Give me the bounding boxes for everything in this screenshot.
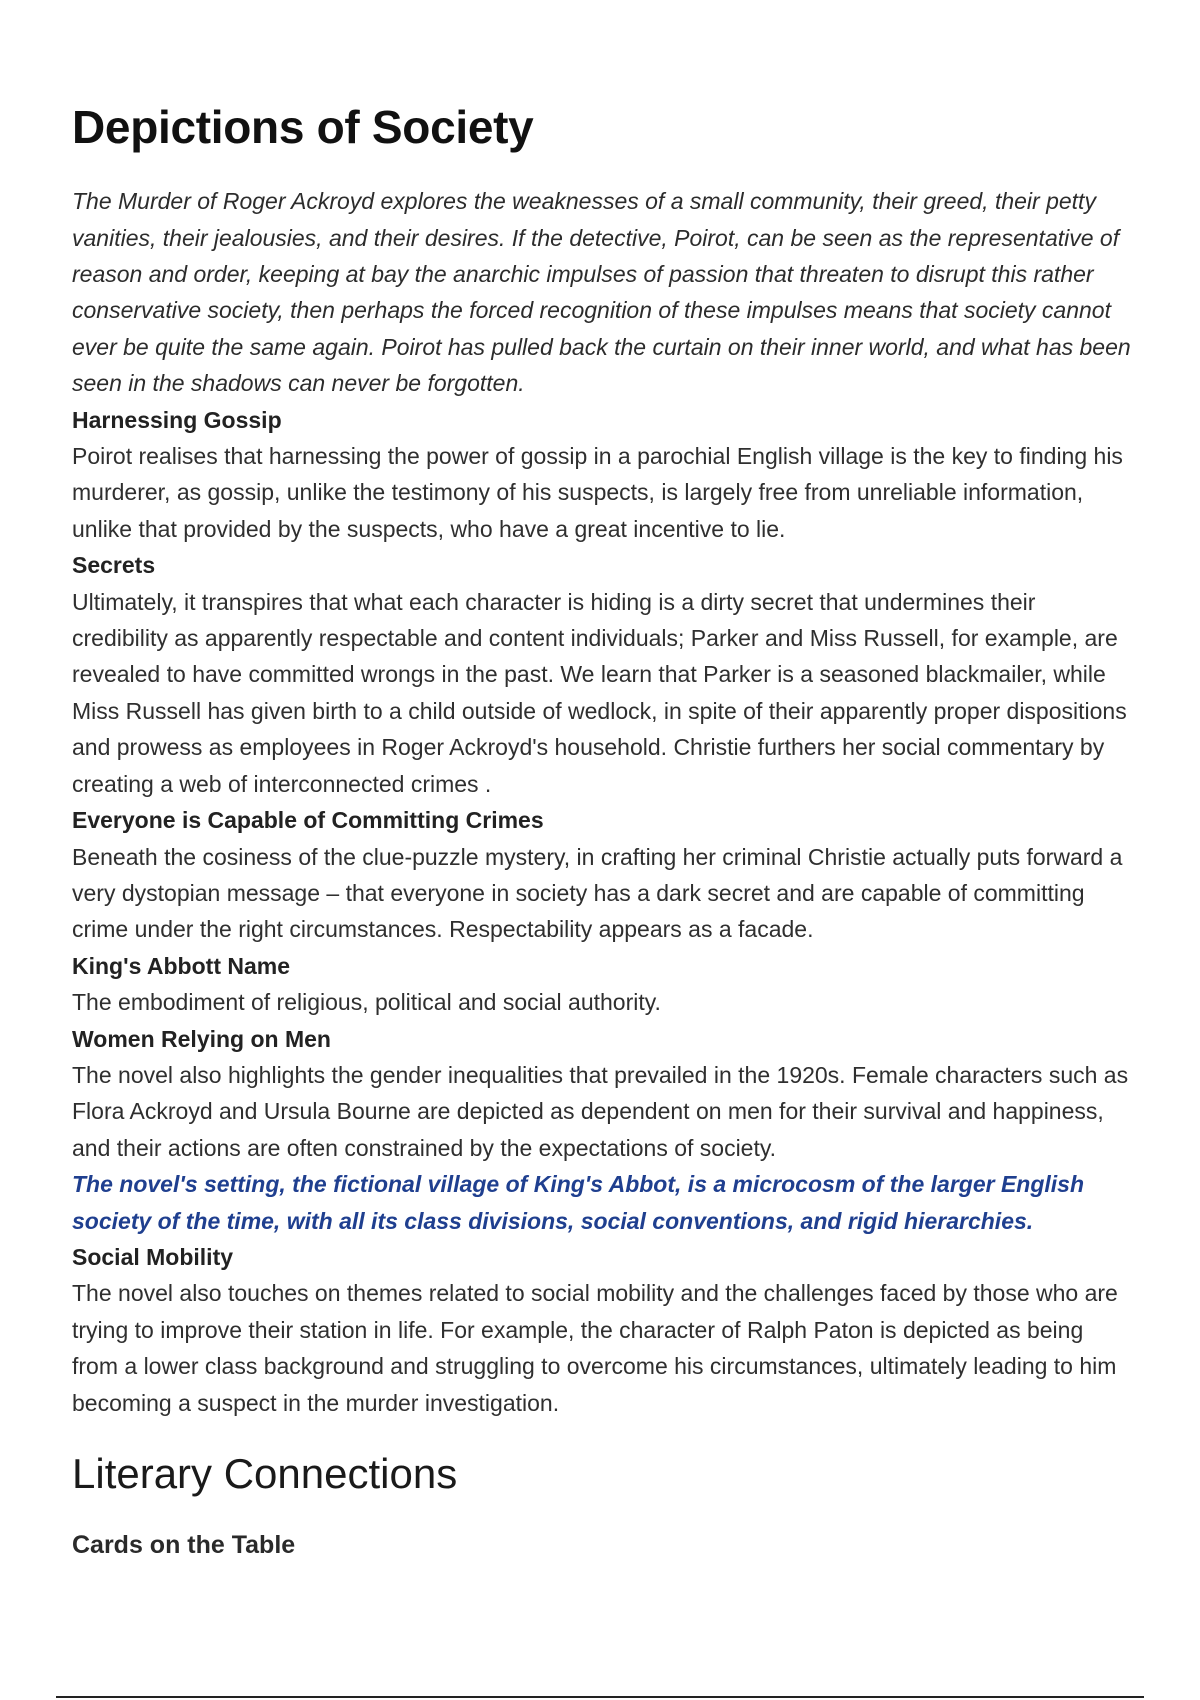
page-bottom-divider — [56, 1696, 1144, 1698]
section-everyone-capable — [72, 802, 1132, 948]
section-heading: Social Mobility — [72, 1243, 234, 1270]
section-body: Poirot realises that harnessing the power of gossip in a parochial English village is the key to finding his murderer, as gossip, unlike the testimony of his suspects, is largely free from unreliable information, unlike that provided by the suspects, who have a great incentive to lie. — [72, 443, 1123, 542]
section-body: The novel also touches on themes related to social mobility and the challenges faced by those who are trying to improve their station in life. For example, the character of Ralph Paton is depicted as being from a lower class background and struggling to overcome his circumstances, ultimately leading to him becoming a suspect in the murder investigation. — [72, 1280, 1118, 1416]
section-social-mobility — [72, 1239, 1132, 1421]
section-body: The novel also highlights the gender inequalities that prevailed in the 1920s. Female characters such as Flora Ackroyd and Ursula Bourne are depicted as dependent on men for their survival and happiness, and their actions are often constrained by the expectations of society. — [72, 1061, 1129, 1161]
section-women-relying-on-men — [72, 1021, 1132, 1239]
section-heading: Harnessing Gossip — [72, 406, 282, 433]
section-body: Beneath the cosiness of the clue-puzzle mystery, in crafting her criminal Christie actually puts forward a very dystopian message – that everyone in society has a dark secret and are capable of committing crime under the right circumstances. Respectability appears as a facade. — [72, 843, 1123, 943]
section-heading: Everyone is Capable of Committing Crimes — [72, 807, 544, 834]
intro-paragraph: The Murder of Roger Ackroyd explores the weaknesses of a small community, their greed, their petty vanities, their jealousies, and their desires. If the detective, Poirot, can be seen as the representative of reason and order, keeping at bay the anarchic impulses of passion that threaten to disrupt this rather conservative society, then perhaps the forced recognition of these impulses means that society cannot ever be quite the same again. Poirot has pulled back the curtain on their inner world, and what has been seen in the shadows can never be forgotten. — [72, 188, 1131, 397]
section-heading: Secrets — [72, 552, 156, 579]
document-page — [72, 100, 1132, 1562]
section-harnessing-gossip — [72, 402, 1132, 548]
section-secrets — [72, 547, 1132, 802]
section-heading: King's Abbott Name — [72, 952, 291, 979]
section-heading: Women Relying on Men — [72, 1025, 331, 1052]
section-kings-abbott-name — [72, 948, 1132, 1021]
section-body: Ultimately, it transpires that what each character is hiding is a dirty secret that undermines their credibility as apparently respectable and content individuals; Parker and Miss Russell, for example, are revealed to have committed wrongs in the past. We learn that Parker is a seasoned blackmailer, while Miss Russell has given birth to a child outside of wedlock, in spite of their apparently proper dispositions and prowess as employees in Roger Ackroyd's household. Christie furthers her social commentary by creating a web of interconnected crimes . — [72, 588, 1127, 797]
section-body: The embodiment of religious, political and social authority. — [72, 989, 661, 1016]
literary-connection-item: Cards on the Table — [72, 1531, 296, 1560]
highlighted-quote: The novel's setting, the fictional village of King's Abbot, is a microcosm of the larger English society of the time, with all its class divisions, social conventions, and rigid hierarchies. — [72, 1171, 1085, 1234]
literary-connections-title: Literary Connections — [72, 1450, 458, 1497]
page-title: Depictions of Society — [72, 101, 534, 153]
